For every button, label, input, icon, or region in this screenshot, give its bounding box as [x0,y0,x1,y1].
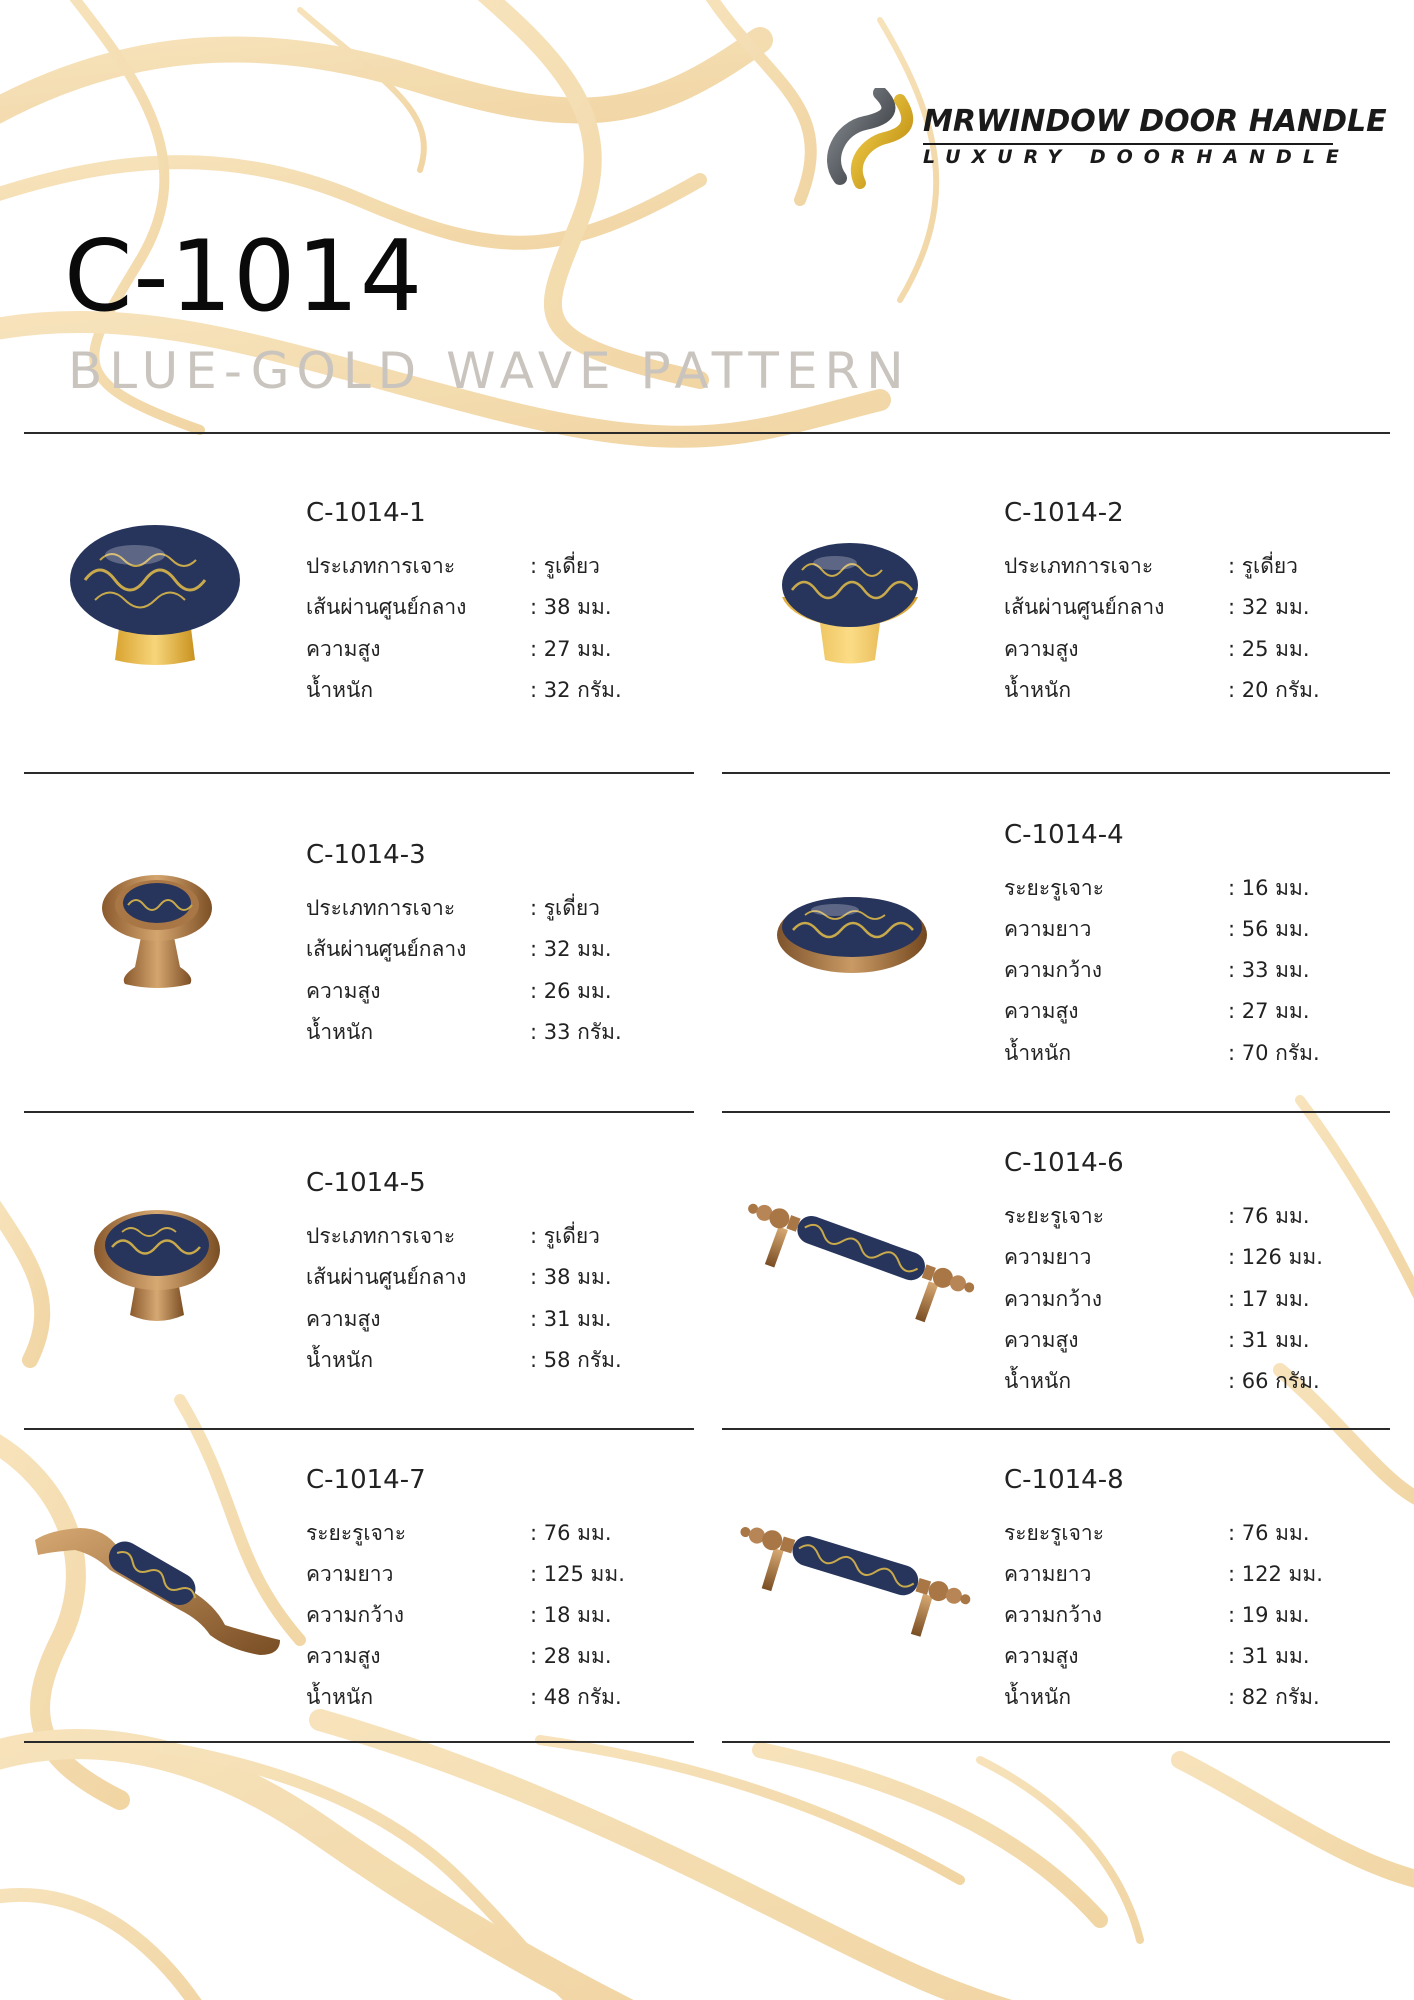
product-image-round-knob [100,872,215,990]
product-code: C-1014-8 [1004,1465,1124,1495]
product-code: C-1014-6 [1004,1148,1124,1178]
product-image-round-knob [770,535,930,670]
spec-value: : 27 มม. [1228,999,1310,1023]
spec-label: ประเภทการเจาะ [306,554,456,578]
product-code: C-1014-2 [1004,498,1124,528]
spec-label: ความยาว [1004,917,1092,941]
spec-label: ระยะรูเจาะ [306,1521,406,1545]
brand-name: MRWINDOW DOOR HANDLE [923,104,1387,139]
product-code: C-1014-3 [306,840,426,870]
product-code: C-1014-1 [306,498,426,528]
spec-value: : 31 มม. [1228,1328,1310,1352]
spec-value: : 33 กรัม. [530,1020,622,1044]
spec-value: : 56 มม. [1228,917,1310,941]
spec-value: : รูเดี่ยว [530,554,600,578]
spec-label: ประเภทการเจาะ [1004,554,1154,578]
product-code: C-1014-5 [306,1168,426,1198]
spec-label: ประเภทการเจาะ [306,1224,456,1248]
row-divider [24,1111,694,1113]
spec-value: : 38 มม. [530,595,612,619]
product-code: C-1014-4 [1004,820,1124,850]
spec-value: : 31 มม. [530,1307,612,1331]
brand-divider [923,143,1333,145]
spec-label: น้ำหนัก [306,1685,374,1709]
spec-value: : รูเดี่ยว [530,1224,600,1248]
spec-label: ความสูง [306,979,381,1003]
spec-value: : 48 กรัม. [530,1685,622,1709]
page-title: C-1014 [64,220,424,334]
spec-value: : 76 มม. [1228,1521,1310,1545]
row-divider [722,1741,1390,1743]
spec-label: ความยาว [1004,1245,1092,1269]
spec-value: : 26 มม. [530,979,612,1003]
spec-value: : 125 มม. [530,1562,625,1586]
spec-label: ระยะรูเจาะ [1004,876,1104,900]
row-divider [722,772,1390,774]
spec-label: น้ำหนัก [306,1348,374,1372]
spec-label: ความสูง [1004,1328,1079,1352]
spec-label: น้ำหนัก [1004,1685,1072,1709]
spec-value: : 76 มม. [1228,1204,1310,1228]
product-image-round-knob [60,520,250,680]
brand-tagline: LUXURY DOORHANDLE [923,146,1350,168]
row-divider [24,1741,694,1743]
spec-label: น้ำหนัก [1004,1041,1072,1065]
spec-value: : 33 มม. [1228,958,1310,982]
spec-label: เส้นผ่านศูนย์กลาง [306,937,467,961]
spec-value: : 32 มม. [530,937,612,961]
spec-value: : 126 มม. [1228,1245,1323,1269]
header-divider [24,432,1390,434]
spec-value: : 31 มม. [1228,1644,1310,1668]
spec-value: : 18 มม. [530,1603,612,1627]
spec-value: : 38 มม. [530,1265,612,1289]
spec-label: น้ำหนัก [306,1020,374,1044]
spec-value: : 70 กรัม. [1228,1041,1320,1065]
row-divider [24,772,694,774]
spec-label: ความสูง [1004,637,1079,661]
spec-value: : 28 มม. [530,1644,612,1668]
spec-value: : 16 มม. [1228,876,1310,900]
spec-label: น้ำหนัก [1004,1369,1072,1393]
spec-value: : 32 มม. [1228,595,1310,619]
spec-value: : 27 มม. [530,637,612,661]
row-divider [24,1428,694,1430]
spec-label: เส้นผ่านศูนย์กลาง [1004,595,1165,619]
spec-label: ความกว้าง [306,1603,405,1627]
spec-value: : 19 มม. [1228,1603,1310,1627]
spec-label: ความยาว [1004,1562,1092,1586]
spec-label: ความกว้าง [1004,1287,1103,1311]
product-image-bow-handle [30,1510,285,1660]
brand-logo [820,88,1387,198]
spec-label: ความสูง [306,1307,381,1331]
spec-label: ความกว้าง [1004,1603,1103,1627]
spec-value: : 122 มม. [1228,1562,1323,1586]
spec-value: : 25 มม. [1228,637,1310,661]
spec-value: : 82 กรัม. [1228,1685,1320,1709]
spec-value: : รูเดี่ยว [1228,554,1298,578]
spec-label: น้ำหนัก [306,678,374,702]
product-code: C-1014-7 [306,1465,426,1495]
spec-label: ระยะรูเจาะ [1004,1521,1104,1545]
product-image-pull-handle [730,1185,980,1345]
spec-value: : 76 มม. [530,1521,612,1545]
logo-swirl-icon [820,88,930,198]
product-image-round-knob [92,1205,222,1330]
row-divider [722,1428,1390,1430]
page-subtitle: BLUE-GOLD WAVE PATTERN [68,342,911,400]
product-image-pull-handle [726,1510,976,1660]
spec-label: ความยาว [306,1562,394,1586]
spec-value: : 58 กรัม. [530,1348,622,1372]
spec-label: ประเภทการเจาะ [306,896,456,920]
spec-label: เส้นผ่านศูนย์กลาง [306,1265,467,1289]
row-divider [722,1111,1390,1113]
spec-label: ความสูง [306,1644,381,1668]
spec-value: : 32 กรัม. [530,678,622,702]
spec-label: ความสูง [1004,1644,1079,1668]
spec-value: : 66 กรัม. [1228,1369,1320,1393]
spec-value: : 20 กรัม. [1228,678,1320,702]
spec-label: ความสูง [1004,999,1079,1023]
spec-label: เส้นผ่านศูนย์กลาง [306,595,467,619]
spec-label: ความกว้าง [1004,958,1103,982]
spec-label: ระยะรูเจาะ [1004,1204,1104,1228]
product-image-oval-knob [775,885,930,980]
spec-value: : รูเดี่ยว [530,896,600,920]
spec-label: น้ำหนัก [1004,678,1072,702]
spec-label: ความสูง [306,637,381,661]
spec-value: : 17 มม. [1228,1287,1310,1311]
